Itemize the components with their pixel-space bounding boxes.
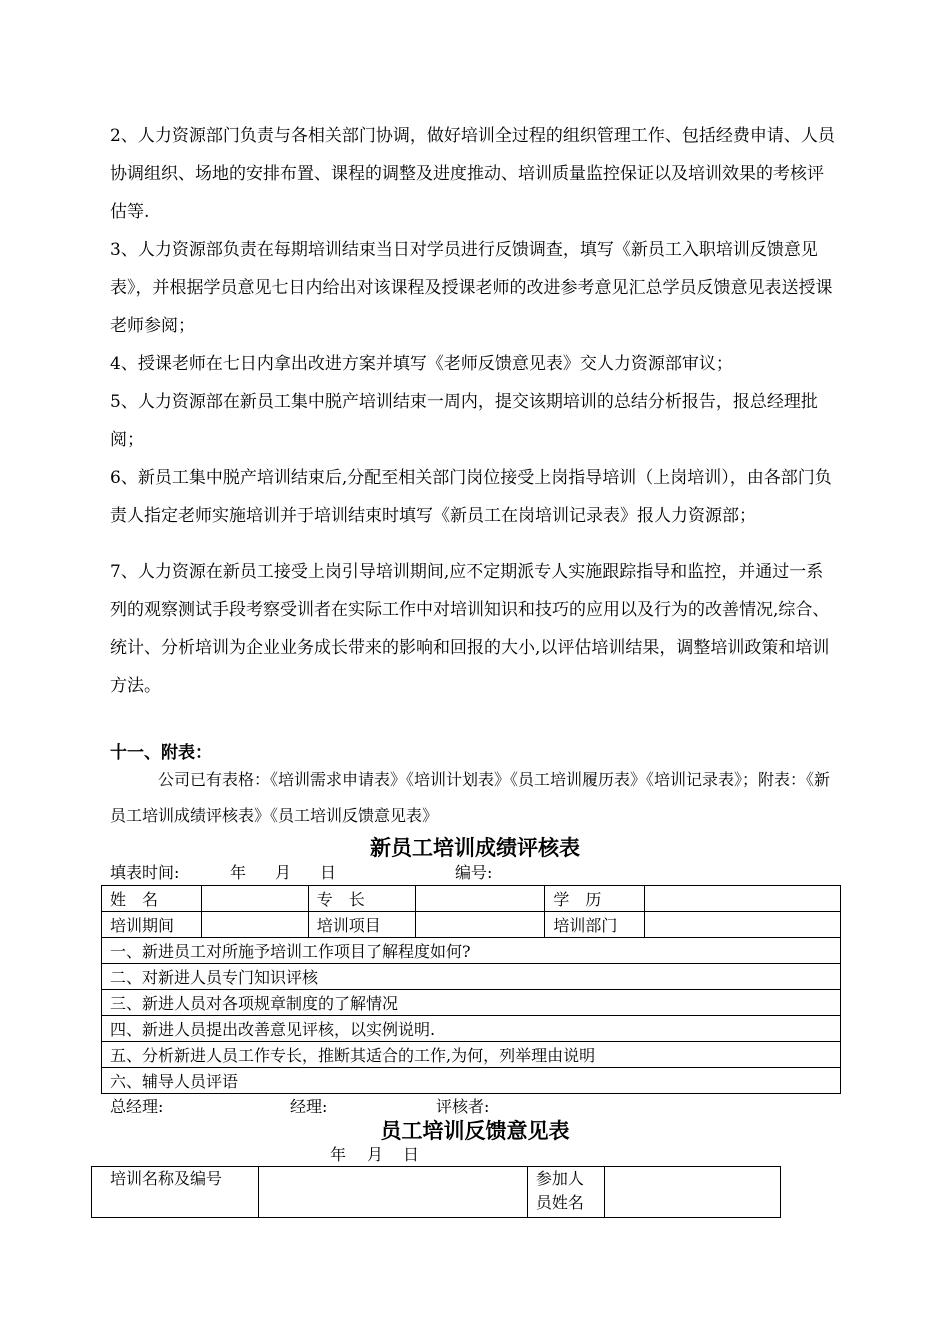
paragraph-4: 4、授课老师在七日内拿出改进方案并填写《老师反馈意见表》交人力资源部审议； (110, 354, 733, 374)
form2-day: 日 (403, 1145, 420, 1164)
paragraph-7: 7、人力资源在新员工接受上岗引导培训期间,应不定期派专人实施跟踪指导和监控，并通过一系列的观察测试手段考察受训者在实际工作中对培训知识和技巧的应用以及行为的改善情况,综合、统计、分析培训为企业业务成长带来的影响和回报的大小,以评估培训结果，调整培训政策和培训方法。 (110, 562, 830, 696)
table-row (102, 964, 841, 990)
training-dept-field[interactable] (645, 912, 841, 938)
form1-month: 月 (275, 863, 292, 882)
course-field[interactable] (258, 1167, 527, 1218)
form2-year: 年 (330, 1145, 347, 1164)
question-1: 一、新进员工对所施予培训工作项目了解程度如何? (102, 938, 841, 964)
question-3: 三、新进人员对各项规章制度的了解情况 (102, 990, 841, 1016)
specialty-field[interactable] (415, 886, 545, 912)
paragraph-2: 2、人力资源部门负责与各相关部门协调，做好培训全过程的组织管理工作、包括经费申请、人员协调组织、场地的安排布置、课程的调整及进度推动、培训质量监控保证以及培训效果的考核评估等. (110, 126, 835, 222)
table-row (102, 1016, 841, 1042)
education-field[interactable] (645, 886, 841, 912)
section-title: 十一、附表： (110, 743, 212, 763)
name-label: 姓 名 (102, 886, 202, 912)
training-item-label: 培训项目 (308, 912, 415, 938)
question-4: 四、新进人员提出改善意见评核，以实例说明. (102, 1016, 841, 1042)
sign-manager: 经理: (290, 1097, 328, 1116)
form1-serial-label: 编号: (455, 863, 493, 882)
form1-day: 日 (320, 863, 337, 882)
form1-fill-time-label: 填表时间: (110, 863, 180, 882)
paragraph-5: 5、人力资源部在新员工集中脱产培训结束一周内，提交该期培训的总结分析报告，报总经理批阅； (110, 392, 818, 450)
table-row (92, 1167, 781, 1218)
training-item-field[interactable] (415, 912, 545, 938)
training-period-field[interactable] (201, 912, 308, 938)
form1-year: 年 (230, 863, 247, 882)
table-row (102, 938, 841, 964)
question-6: 六、辅导人员评语 (102, 1068, 841, 1094)
training-dept-label: 培训部门 (545, 912, 645, 938)
form2-table (91, 1166, 781, 1218)
existing-forms-text (110, 762, 840, 834)
paragraph-6: 6、新员工集中脱产培训结束后,分配至相关部门岗位接受上岗指导培训（上岗培训），由各部门负责人指定老师实施培训并于培训结束时填写《新员工在岗培训记录表》报人力资源部； (110, 468, 832, 526)
course-label: 培训名称及编号 (92, 1167, 259, 1218)
education-label: 学 历 (545, 886, 645, 912)
form2-month: 月 (367, 1145, 384, 1164)
name-field[interactable] (201, 886, 308, 912)
sign-general-manager: 总经理: (110, 1097, 164, 1116)
question-5: 五、分析新进人员工作专长，推断其适合的工作,为何，列举理由说明 (102, 1042, 841, 1068)
existing-forms-line: 公司已有表格：《培训需求申请表》《培训计划表》《员工培训履历表》《培训记录表》；附表：《新员工培训成绩评核表》《员工培训反馈意见表》 (110, 770, 831, 825)
participant-field[interactable] (604, 1167, 780, 1218)
form1-row-basic (102, 886, 841, 912)
specialty-label: 专 长 (308, 886, 415, 912)
table-row (102, 1068, 841, 1094)
form1-title: 新员工培训成绩评核表 (370, 835, 580, 860)
form1-row-training (102, 912, 841, 938)
participant-label: 参加人员姓名 (527, 1167, 604, 1218)
table-row (102, 990, 841, 1016)
form1-table (101, 885, 841, 1094)
sign-reviewer: 评核者: (436, 1097, 490, 1116)
paragraph-3: 3、人力资源部负责在每期培训结束当日对学员进行反馈调查，填写《新员工入职培训反馈意见表》，并根据学员意见七日内给出对该课程及授课老师的改进参考意见汇总学员反馈意见表送授课老师参阅； (110, 240, 833, 336)
question-2: 二、对新进人员专门知识评核 (102, 964, 841, 990)
form2-title: 员工培训反馈意见表 (380, 1118, 570, 1143)
table-row (102, 1042, 841, 1068)
training-period-label: 培训期间 (102, 912, 202, 938)
